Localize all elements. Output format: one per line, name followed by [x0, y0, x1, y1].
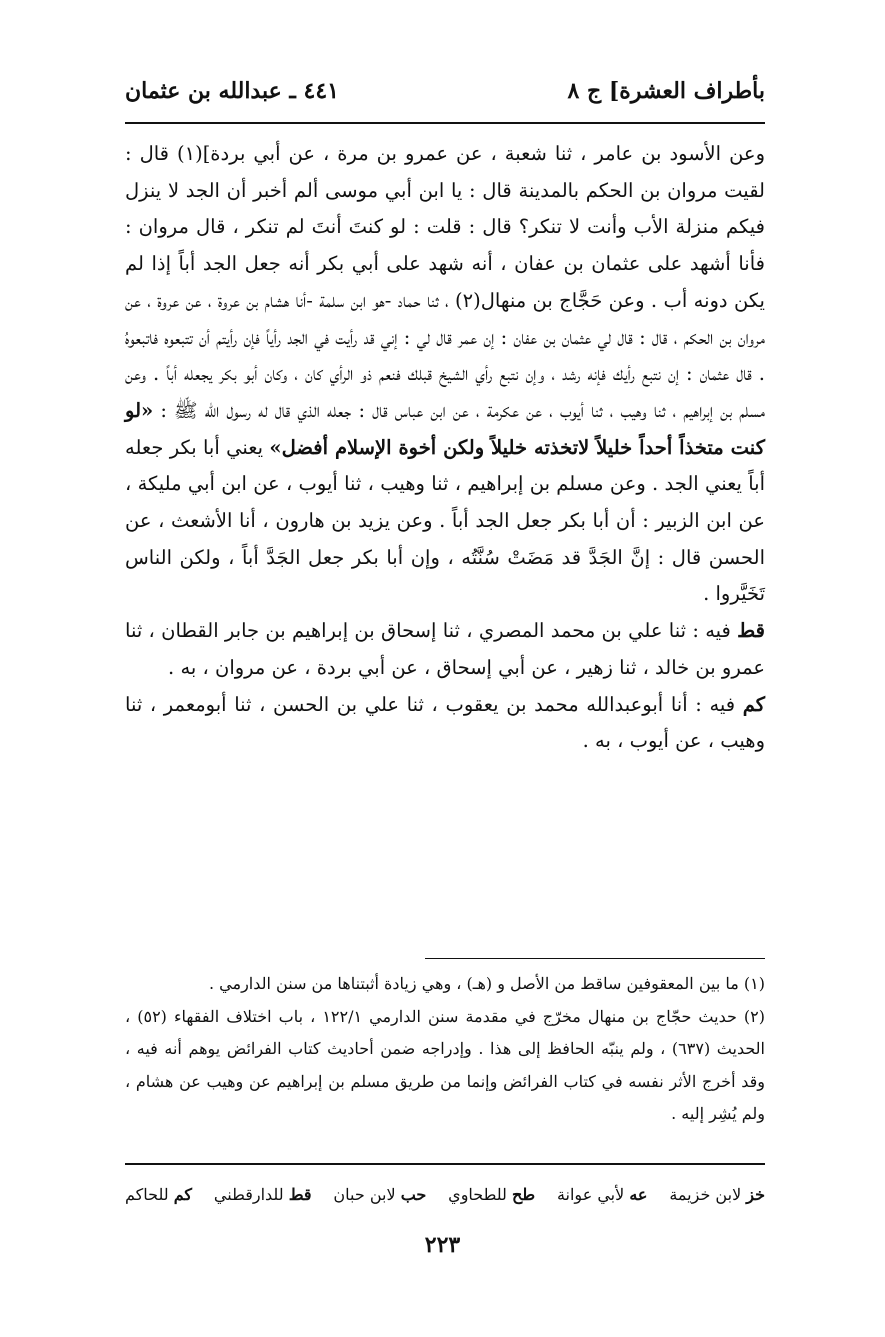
abbr-item: كم للحاكم: [125, 1185, 193, 1204]
paragraph-1-part-b: يعني أبا بكر جعله أباً يعني الجد . وعن مسلم بن إبراهيم ، ثنا وهيب ، ثنا أيوب ، عن ابن أبي مليكة ، عن ابن الزبير : أن أبا بكر جعل الجد أباً . وعن يزيد بن هارون ، أنا الأشعث ، عن الحسن قال : إنَّ الجَدَّ قد مَضَتْ سُنَّتُه ، وإن أبا بكر جعل الجَدَّ أباً ، ولكن الناس تَخَيَّروا .: [125, 435, 765, 606]
abbr-item: عه لأبي عوانة: [556, 1185, 648, 1204]
abbr-item: قط للدارقطني: [213, 1185, 312, 1204]
abbr-item: خز لابن خزيمة: [669, 1185, 765, 1204]
paragraph-1: [125, 136, 765, 613]
abbr-item: طح للطحاوي: [448, 1185, 536, 1204]
paragraph-2-text: فيه : ثنا علي بن محمد المصري ، ثنا إسحاق بن إبراهيم بن جابر القطان ، ثنا عمرو بن خالد ، ثنا زهير ، عن أبي إسحاق ، عن أبي بردة ، عن مروان ، به .: [125, 619, 765, 679]
page-number: ٢٢٣: [424, 1232, 461, 1258]
running-header: [125, 78, 765, 104]
footnote-2: (٢) حديث حجّاج بن منهال مخرّج في مقدمة سنن الدارمي ١٢٢/١ ، باب اختلاف الفقهاء (٥٢) ، الحديث (٦٣٧) ، ولم ينبّه الحافظ إلى هذا . وإدراجه ضمن أحاديث كتاب الفرائض يوهم أنه فيه ، وقد أخرج الأثر نفسه في كتاب الفرائض وإنما من طريق مسلم بن إبراهيم عن وهيب عن هشام ، ولم يُشِر إليه .: [125, 1006, 765, 1123]
source-abbr-qt: قط: [737, 619, 765, 643]
abbr-item: حب لابن حبان: [333, 1185, 427, 1204]
hadith-quote: «لو كنت متخذاً أحداً خليلاً لاتخذته خليلاً ولكن أخوة الإسلام أفضل»: [125, 398, 765, 459]
abbreviations-key: [125, 1180, 765, 1210]
abbreviations-rule: [125, 1163, 765, 1165]
main-text: [125, 136, 765, 760]
paragraph-3-text: فيه : أنا أبوعبدالله محمد بن يعقوب ، ثنا علي بن الحسن ، ثنا أبومعمر ، ثنا وهيب ، عن أيوب ، به .: [125, 692, 765, 753]
source-abbr-km: كم: [742, 692, 765, 716]
paragraph-1-part-a: وعن الأسود بن عامر ، ثنا شعبة ، عن عمرو بن مرة ، عن أبي بردة](١) قال : لقيت مروان بن الحكم بالمدينة قال : يا ابن أبي موسى ألم أخبر أن الجد لا ينزل فيكم منزلة الأب وأنت لا تنكر؟ قال : قلت : لو كنتَ أنتَ لم تنكر ، قال مروان : فأنا أشهد على عثمان بن عفان ، أنه شهد على أبي بكر أنه جعل الجد أباً إذا لم يكن دونه أب . وعن حَجَّاج بن منهال(٢) ، ثنا حماد -هو ابن سلمة -أنا هشام بن عروة ، عن عروة ، عن مروان بن الحكم ، قال : قال لي عثمان بن عفان : إن عمر قال لي : إني قد رأيت في الجد رأياً فإن رأيتم أن تتبعوه فاتبعوهُ . قال عثمان : إن نتبع رأيك فإنه رشد ، وإن نتبع رأي الشيخ قبلك فنعم ذو الرأي كان ، وكان أبو بكر يجعله أباً . وعن مسلم بن إبراهيم ، ثنا وهيب ، ثنا أيوب ، عن عكرمة ، عن ابن عباس قال : جعله الذي قال له رسول الله ﷺ :: [125, 142, 765, 422]
book-title: بأطراف العشرة] ج ٨: [567, 78, 765, 104]
section-title: ٤٤١ ـ عبدالله بن عثمان: [125, 78, 339, 104]
paragraph-2: [125, 613, 765, 686]
footnote-rule: [425, 958, 765, 959]
footnote-1: (١) ما بين المعقوفين ساقط من الأصل و (هـ) ، وهي زيادة أثبتناها من سنن الدارمي .: [209, 974, 765, 993]
header-rule: [125, 122, 765, 124]
footnotes: [125, 968, 765, 1131]
paragraph-3: [125, 687, 765, 760]
